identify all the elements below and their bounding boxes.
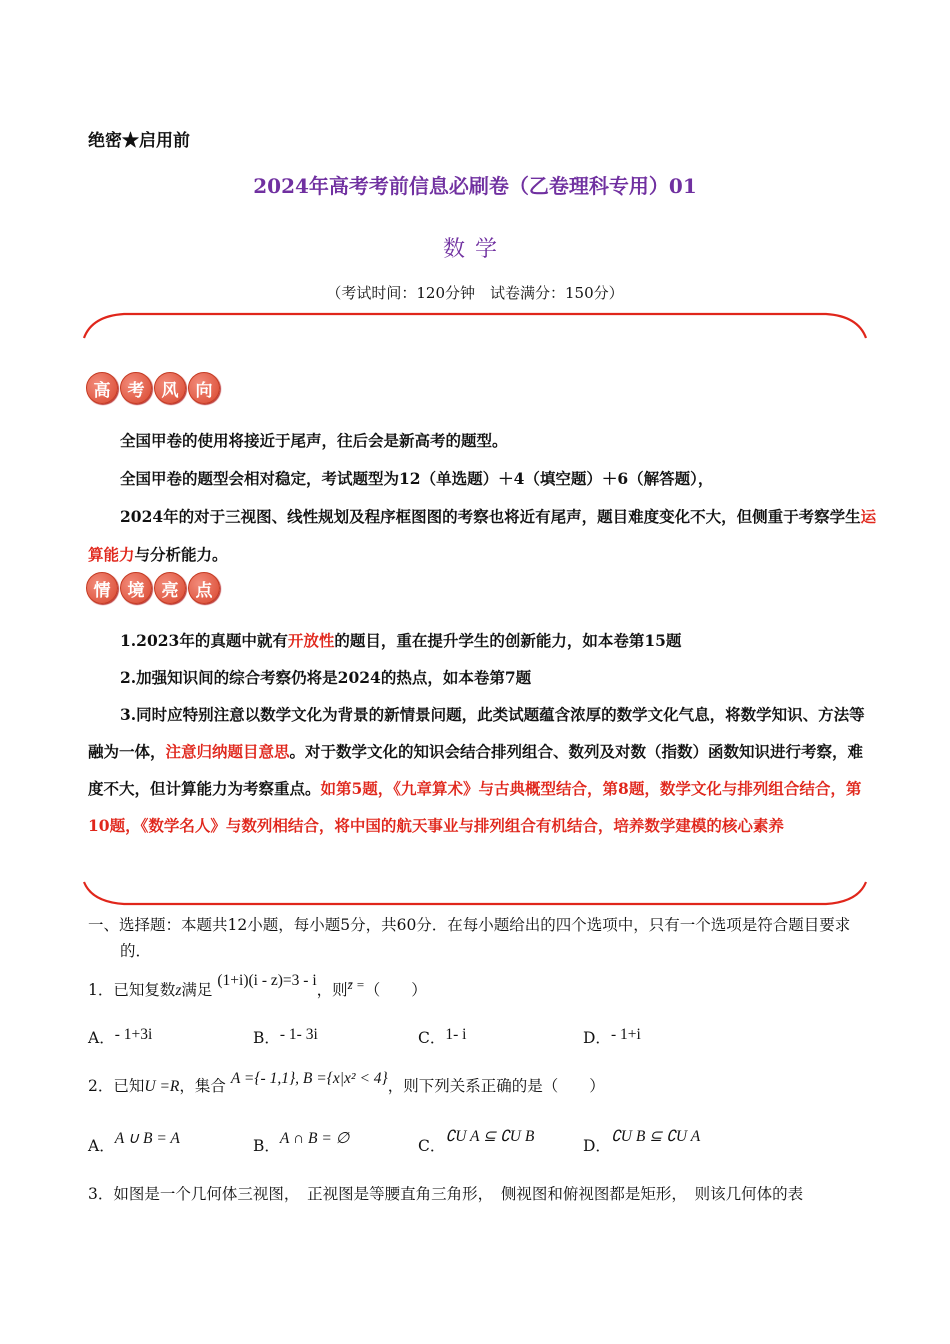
highlight-item-1: 1.2023年的真题中就有开放性的题目，重在提升学生的创新能力，如本卷第15题 — [120, 631, 682, 650]
trend-line: 2024年的对于三视图、线性规划及程序框图图的考察也将近有尾声，题目难度变化不大，但侧重于考察学生运算能力与分析能力。 — [88, 507, 877, 564]
option-a[interactable]: A．A ∪ B = A — [88, 1130, 180, 1155]
badge-highlights — [86, 572, 220, 604]
question-3: 3．如图是一个几何体三视图， 正视图是等腰直角三角形， 侧视图和俯视图都是矩形， 则该几何体的表 — [88, 1185, 804, 1203]
option-a[interactable]: A．- 1+3i — [88, 1026, 153, 1047]
highlight-text: 运算能力 — [88, 507, 877, 564]
badge-char: 高 — [86, 372, 118, 404]
option-c[interactable]: C．1- i — [418, 1026, 467, 1047]
option-d[interactable]: D．- 1+i — [583, 1026, 641, 1047]
badge-char: 风 — [154, 372, 186, 404]
option-d[interactable]: D．∁U B ⊆ ∁U A — [583, 1128, 701, 1155]
badge-char: 亮 — [154, 572, 186, 604]
badge-char: 向 — [188, 372, 220, 404]
option-c[interactable]: C．∁U A ⊆ ∁U B — [418, 1128, 535, 1155]
exam-info: （考试时间：120分钟 试卷满分：150分） — [326, 284, 624, 302]
question-1: 1．已知复数z满足 (1+i)(i - z)=3 - i，则$^{z̄ =}$（ ） — [88, 972, 427, 999]
red-examples: 如第5题，《九章算术》与古典概型结合，第8题，数学文化与排列组合结合，第10题，《数学名人》与数列相结合，将中国的航天事业与排列组合有机结合，培养数学建模的核心素养 — [88, 779, 862, 835]
sets-formula: A ={- 1,1}, B ={x|x² < 4} — [230, 1070, 388, 1087]
badge-char: 境 — [120, 572, 152, 604]
badge-char: 考 — [120, 372, 152, 404]
highlight-item-2: 2.加强知识间的综合考察仍将是2024的热点，如本卷第7题 — [120, 668, 532, 687]
question-2: 2．已知U =R，集合 A ={- 1,1}, B ={x|x² < 4}，则下列关系正确的是（ ） — [88, 1070, 605, 1095]
option-b[interactable]: B．A ∩ B = ∅ — [253, 1130, 350, 1155]
highlights-paragraph — [88, 622, 878, 844]
badge-char: 点 — [188, 572, 220, 604]
confidential-mark: 绝密★启用前 — [88, 131, 190, 151]
badge-gaokao-trend — [86, 372, 220, 404]
formula: (1+i)(i - z)=3 - i — [217, 972, 317, 989]
bottom-border-arc — [80, 880, 870, 906]
paper-title: 2024年高考考前信息必刷卷（乙卷理科专用）01 — [253, 174, 697, 198]
top-border-arc — [80, 312, 870, 340]
trend-line: 全国甲卷的题型会相对稳定，考试题型为12（单选题）＋4（填空题）＋6（解答题）， — [120, 469, 714, 488]
trend-line: 全国甲卷的使用将接近于尾声，往后会是新高考的题型。 — [120, 431, 508, 450]
highlight-item-3: 3.同时应特别注意以数学文化为背景的新情景问题，此类试题蕴含浓厚的数学文化气息，将数学知识、方法等融为一体，注意归纳题目意思。对于数学文化的知识会结合排列组合、数列及对数（指数）函数知识进行考察，难度不大，但计算能力为考察重点。如第5题，《九章算术》与古典概型结合，第8题，数学文化与排列组合结合，第10题，《数学名人》与数列相结合，将中国的航天事业与排列组合有机结合，培养数学建模的核心素养 — [88, 705, 865, 835]
subject-title: 数学 — [442, 237, 507, 262]
trend-paragraph — [88, 422, 878, 574]
option-b[interactable]: B．- 1- 3i — [253, 1026, 318, 1047]
section-intro: 一、选择题：本题共12小题，每小题5分，共60分．在每小题给出的四个选项中，只有一个选项是符合题目要求的． — [88, 916, 851, 960]
badge-char: 情 — [86, 572, 118, 604]
